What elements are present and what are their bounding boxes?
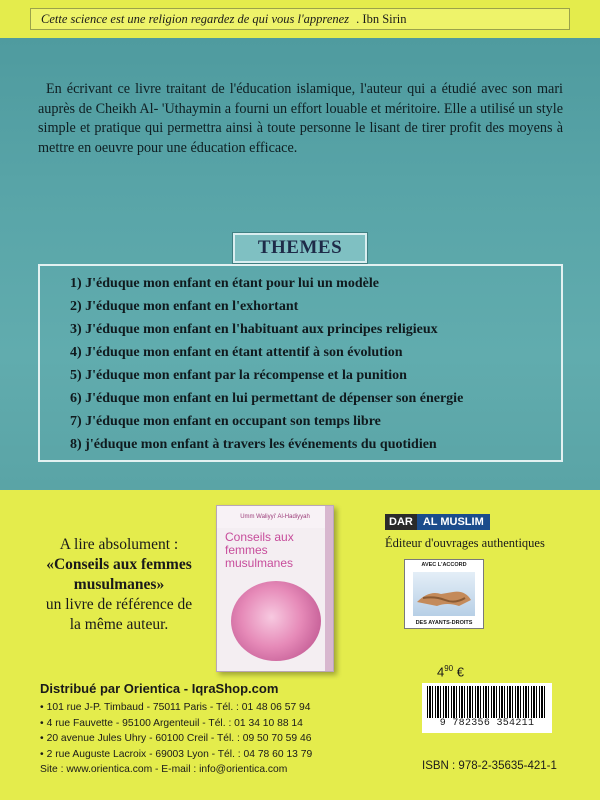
accord-badge [404, 559, 484, 629]
price [437, 664, 464, 679]
quote-box [30, 8, 570, 30]
book-cover-image [216, 505, 334, 672]
themes-title: THEMES [233, 233, 367, 263]
book-cover-author: Umm Waliyyi' Al-Hadiyyah [217, 506, 333, 528]
intro-paragraph: En écrivant ce livre traitant de l'éducation islamique, l'auteur qui a étudié avec son mari auprès de Cheikh Al- 'Uthaymin a fourni un effort louable et méritoire. Elle a utilisé un style simple et pratique qui permettra ainsi à toute personne le lisant de tirer profit des moyens à mettre en oeuvre pour une éducation efficace. [38, 81, 563, 156]
themes-list [70, 272, 561, 456]
address-line: • 101 rue J-P. Timbaud - 75011 Paris - Tél. : 01 48 06 57 94 [40, 700, 380, 716]
price-main: 4 [437, 664, 445, 680]
theme-item: 5) J'éduque mon enfant par la récompense et la punition [70, 368, 407, 383]
recommend-tail: un livre de référence de la même auteur. [45, 596, 193, 633]
accord-top-text: AVEC L'ACCORD [421, 562, 467, 568]
website-contact: Site : www.orientica.com - E-mail : info@orientica.com [40, 764, 288, 775]
book-cover-title: Conseils aux femmes musulmanes [225, 530, 294, 570]
address-line: • 2 rue Auguste Lacroix - 69003 Lyon - Tél. : 04 78 60 13 79 [40, 747, 380, 763]
theme-item: 8) j'éduque mon enfant à travers les événements du quotidien [70, 437, 437, 452]
price-currency: € [456, 664, 464, 680]
publisher-tagline: Éditeur d'ouvrages authentiques [385, 536, 545, 550]
isbn: ISBN : 978-2-35635-421-1 [422, 760, 557, 772]
distribution-title: Distribué par Orientica - IqraShop.com [40, 681, 279, 696]
theme-item: 3) J'éduque mon enfant en l'habituant aux principes religieux [70, 322, 438, 337]
accord-bottom-text: DES AYANTS-DROITS [415, 620, 473, 626]
theme-item: 6) J'éduque mon enfant en lui permettant de dépenser son énergie [70, 391, 464, 406]
theme-item: 4) J'éduque mon enfant en étant attentif à son évolution [70, 345, 403, 360]
barcode [422, 683, 552, 733]
quote-text: Cette science est une religion regardez de qui vous l'apprenez [41, 12, 350, 26]
handshake-svg [413, 572, 475, 616]
address-line: • 4 rue Fauvette - 95100 Argenteuil - Tél. : 01 34 10 88 14 [40, 716, 380, 732]
theme-item: 7) J'éduque mon enfant en occupant son temps libre [70, 414, 381, 429]
book-spine [325, 506, 333, 671]
quote-author: . Ibn Sirin [356, 12, 407, 26]
publisher-logo [385, 514, 490, 530]
handshake-icon [413, 572, 475, 616]
theme-item: 2) J'éduque mon enfant en l'exhortant [70, 299, 299, 314]
theme-item: 1) J'éduque mon enfant en étant pour lui un modèle [70, 276, 379, 291]
recommend-lead: A lire absolument : [59, 536, 179, 553]
barcode-digits: 9 782356 354211 [439, 718, 535, 729]
publisher-logo-dar: DAR [385, 514, 417, 530]
recommendation [44, 535, 194, 635]
themes-box [38, 264, 563, 462]
address-line: • 20 avenue Jules Uhry - 60100 Creil - Tél. : 09 50 70 59 46 [40, 731, 380, 747]
flower-illustration [231, 581, 321, 661]
recommend-book-title: «Conseils aux femmes musulmanes» [46, 556, 192, 593]
publisher-logo-muslim: AL MUSLIM [417, 514, 490, 530]
price-cents: 90 [444, 664, 454, 673]
address-list [40, 700, 380, 778]
barcode-bars [427, 686, 547, 718]
